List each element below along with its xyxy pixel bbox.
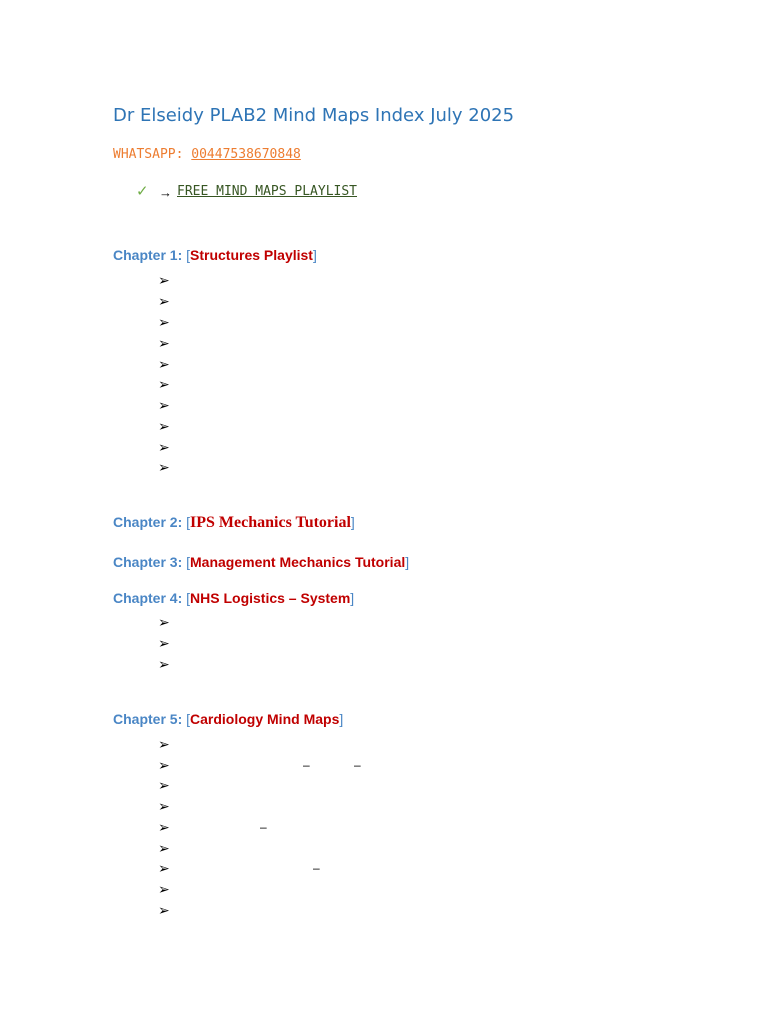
list-bullet-icon: ➢	[158, 335, 170, 351]
list-bullet-icon: ➢	[158, 757, 170, 773]
list-bullet-icon: ➢	[158, 376, 170, 392]
chapter-label: Chapter 2:	[113, 514, 183, 530]
chapter-label: Chapter 3:	[113, 554, 183, 570]
chapter-label: Chapter 4:	[113, 590, 183, 606]
chapter-1-heading: Chapter 1: [Structures Playlist]	[113, 247, 317, 263]
whatsapp-number-link[interactable]: 00447538670848	[191, 147, 301, 162]
list-bullet-icon: ➢	[158, 902, 170, 918]
list-bullet-icon: ➢	[158, 418, 170, 434]
list-bullet-icon: ➢	[158, 293, 170, 309]
checkmark-icon: ✓	[136, 183, 149, 200]
dash-mark: –	[313, 861, 320, 875]
chapter-5-heading: Chapter 5: [Cardiology Mind Maps]	[113, 711, 344, 727]
whatsapp-label: WHATSAPP:	[113, 147, 184, 162]
list-bullet-icon: ➢	[158, 459, 170, 475]
list-bullet-icon: ➢	[158, 860, 170, 876]
list-bullet-icon: ➢	[158, 397, 170, 413]
list-bullet-icon: ➢	[158, 819, 170, 835]
chapter-2-heading: Chapter 2: [IPS Mechanics Tutorial]	[113, 514, 355, 531]
list-bullet-icon: ➢	[158, 614, 170, 630]
free-playlist-link[interactable]: FREE MIND MAPS PLAYLIST	[177, 184, 358, 199]
chapter-4-link[interactable]: NHS Logistics – System	[190, 590, 351, 606]
chapter-1-link[interactable]: Structures Playlist	[190, 247, 313, 263]
whatsapp-line	[113, 147, 301, 162]
list-bullet-icon: ➢	[158, 798, 170, 814]
list-bullet-icon: ➢	[158, 840, 170, 856]
dash-mark: –	[260, 820, 267, 834]
list-bullet-icon: ➢	[158, 881, 170, 897]
chapter-2-link[interactable]: IPS Mechanics Tutorial	[190, 514, 351, 531]
chapter-5-link[interactable]: Cardiology Mind Maps	[190, 711, 340, 727]
chapter-3-link[interactable]: Management Mechanics Tutorial	[190, 554, 406, 570]
list-bullet-icon: ➢	[158, 356, 170, 372]
list-bullet-icon: ➢	[158, 736, 170, 752]
page-title: Dr Elseidy PLAB2 Mind Maps Index July 2025	[113, 105, 515, 126]
arrow-right-icon: →	[159, 185, 172, 200]
dash-mark: –	[303, 758, 310, 772]
list-bullet-icon: ➢	[158, 314, 170, 330]
chapter-4-heading: Chapter 4: [NHS Logistics – System]	[113, 590, 355, 606]
list-bullet-icon: ➢	[158, 777, 170, 793]
list-bullet-icon: ➢	[158, 635, 170, 651]
dash-mark: –	[354, 758, 361, 772]
list-bullet-icon: ➢	[158, 656, 170, 672]
chapter-label: Chapter 5:	[113, 711, 183, 727]
chapter-3-heading: Chapter 3: [Management Mechanics Tutorial]	[113, 554, 410, 570]
list-bullet-icon: ➢	[158, 272, 170, 288]
chapter-label: Chapter 1:	[113, 247, 183, 263]
list-bullet-icon: ➢	[158, 439, 170, 455]
